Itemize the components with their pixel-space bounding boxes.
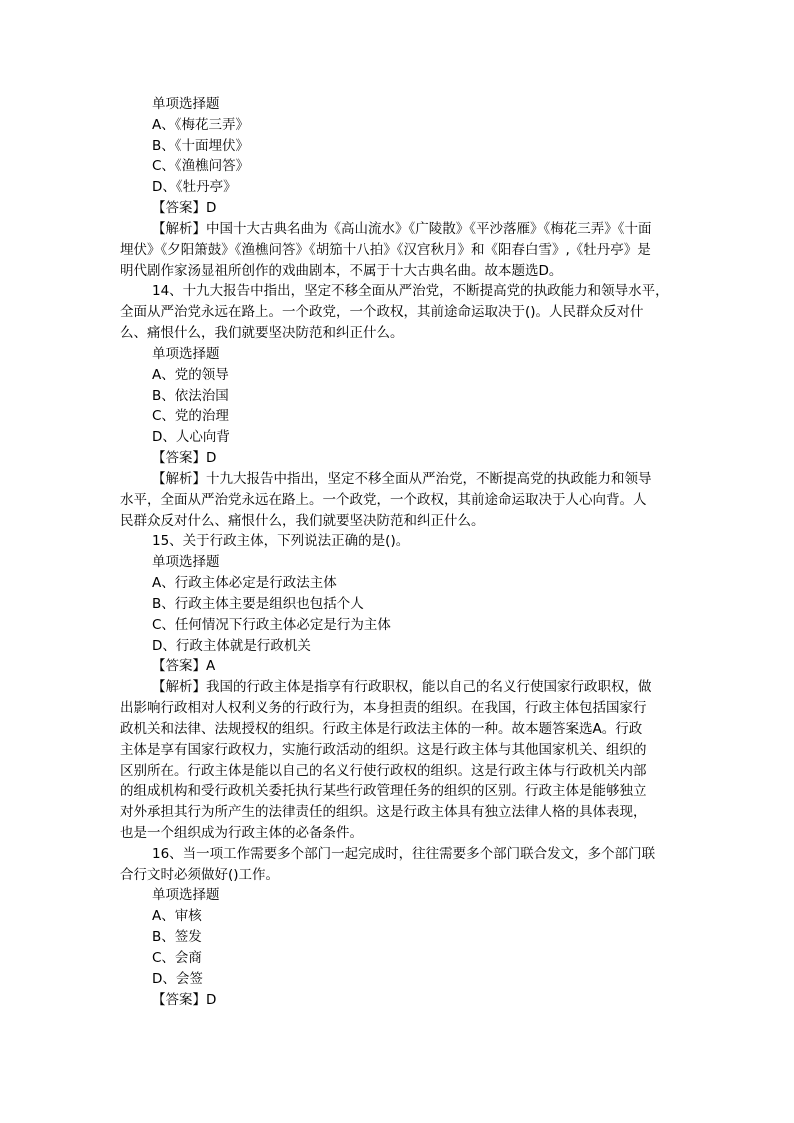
option-d: D、行政主体就是行政机关 — [152, 637, 311, 654]
option-c: C、党的治理 — [152, 408, 229, 425]
analysis-line: 对外承担其行为所产生的法律责任的组织。这是行政主体具有独立法律人格的具体表现， — [120, 804, 647, 821]
analysis-line: 明代剧作家汤显祖所创作的戏曲剧本，不属于十大古典名曲。故本题选D。 — [120, 262, 563, 279]
question-type: 单项选择题 — [152, 887, 220, 904]
option-a: A、党的领导 — [152, 366, 229, 383]
question-stem-line: 15、关于行政主体，下列说法正确的是()。 — [152, 533, 410, 550]
question-stem-line: 全面从严治党永远在路上。一个政党，一个政权，其前途命运取决于()。人民群众反对什 — [120, 304, 644, 321]
question-stem-line: 么、痛恨什么，我们就要坚决防范和纠正什么。 — [120, 325, 404, 342]
document-page — [120, 94, 685, 1010]
question-type: 单项选择题 — [152, 554, 220, 571]
analysis-line: 【解析】中国十大古典名曲为《高山流水》《广陵散》《平沙落雁》《梅花三弄》《十面 — [152, 220, 652, 237]
option-c: C、任何情况下行政主体必定是行为主体 — [152, 616, 391, 633]
analysis-line: 水平，全面从严治党永远在路上。一个政党，一个政权，其前途命运取决于人心向背。人 — [120, 491, 647, 508]
analysis-line: 出影响行政相对人权利义务的行政行为，本身担责的组织。在我国，行政主体包括国家行 — [120, 700, 647, 717]
answer: 【答案】D — [152, 200, 217, 217]
analysis-line: 政机关和法律、法规授权的组织。行政主体是行政法主体的一种。故本题答案选A。行政 — [120, 720, 643, 737]
option-b: B、《十面埋伏》 — [152, 137, 250, 154]
analysis-line: 民群众反对什么、痛恨什么，我们就要坚决防范和纠正什么。 — [120, 512, 485, 529]
analysis-line: 也是一个组织成为行政主体的必备条件。 — [120, 824, 363, 841]
answer: 【答案】A — [152, 658, 216, 675]
option-a: A、行政主体必定是行政法主体 — [152, 575, 337, 592]
analysis-line: 埋伏》《夕阳箫鼓》《渔樵问答》《胡笳十八拍》《汉宫秋月》和《阳春白雪》,《牡丹亭》是 — [120, 241, 651, 258]
analysis-line: 区别所在。行政主体是能以自己的名义行使行政权的组织。这是行政主体与行政机关内部 — [120, 762, 647, 779]
option-d: D、《牡丹亭》 — [152, 179, 237, 196]
option-b: B、依法治国 — [152, 387, 229, 404]
option-b: B、行政主体主要是组织也包括个人 — [152, 595, 364, 612]
question-stem-line: 合行文时必须做好()工作。 — [120, 866, 280, 883]
option-c: C、《渔樵问答》 — [152, 158, 250, 175]
question-stem-line: 16、当一项工作需要多个部门一起完成时，往往需要多个部门联合发文，多个部门联 — [152, 845, 656, 862]
analysis-line: 【解析】十九大报告中指出，坚定不移全面从严治党，不断提高党的执政能力和领导 — [152, 470, 652, 487]
question-type: 单项选择题 — [152, 345, 220, 362]
option-a: A、审核 — [152, 908, 202, 925]
analysis-line: 主体是享有国家行政权力，实施行政活动的组织。这是行政主体与其他国家机关、组织的 — [120, 741, 647, 758]
option-b: B、签发 — [152, 929, 202, 946]
answer: 【答案】D — [152, 450, 217, 467]
question-stem-line: 14、十九大报告中指出，坚定不移全面从严治党，不断提高党的执政能力和领导水平， — [152, 283, 669, 300]
analysis-line: 【解析】我国的行政主体是指享有行政职权，能以自己的名义行使国家行政职权，做 — [152, 679, 652, 696]
option-d: D、会签 — [152, 970, 203, 987]
option-d: D、人心向背 — [152, 429, 230, 446]
question-type: 单项选择题 — [152, 96, 220, 112]
option-a: A、《梅花三弄》 — [152, 116, 249, 133]
answer: 【答案】D — [152, 991, 217, 1008]
option-c: C、会商 — [152, 949, 202, 966]
analysis-line: 的组成机构和受行政机关委托执行某些行政管理任务的组织的区别。行政主体是能够独立 — [120, 783, 647, 800]
